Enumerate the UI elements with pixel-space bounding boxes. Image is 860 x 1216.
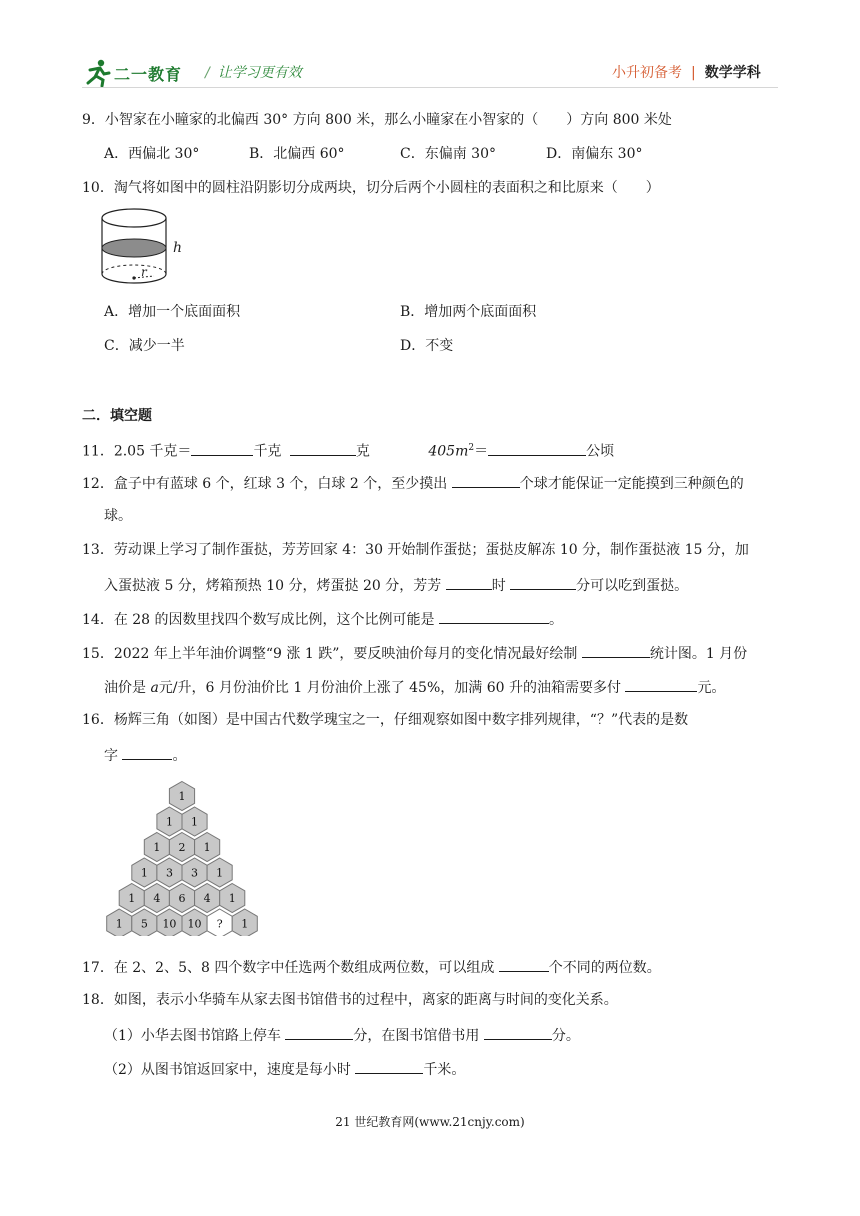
answer-blank[interactable] (488, 441, 586, 456)
cell-value: 10 (162, 917, 177, 931)
q18-text-1: （1）小华去图书馆路上停车 (104, 1028, 281, 1044)
height-label: h (173, 240, 183, 256)
question-10-option-a: A．增加一个底面面积 (104, 304, 241, 320)
cell-value: 3 (191, 866, 199, 880)
triangle-cell (207, 909, 232, 936)
triangle-cell (169, 884, 194, 913)
yanghui-triangle-figure (100, 776, 270, 936)
cell-value: 1 (191, 815, 199, 829)
q17-text-1: 17．在 2、2、5、8 四个数字中任选两个数组成两位数，可以组成 (82, 960, 495, 976)
q14-text-2: 。 (548, 612, 563, 628)
answer-blank[interactable] (582, 643, 650, 658)
q11-superscript: 2 (468, 443, 475, 453)
question-10-option-c: C．减少一半 (104, 338, 185, 354)
answer-blank[interactable] (355, 1059, 423, 1074)
triangle-cell (182, 858, 207, 887)
answer-blank[interactable] (285, 1025, 353, 1040)
question-16-line-1: 16．杨辉三角（如图）是中国古代数学瑰宝之一，仔细观察如图中数字排列规律，“？”代表的是数 (82, 712, 689, 728)
brand-logo (82, 58, 192, 88)
q11-text-5: ＝ (474, 443, 489, 460)
cylinder-figure (96, 204, 186, 288)
triangle-cell (157, 858, 182, 887)
triangle-cell (169, 782, 194, 811)
answer-blank[interactable] (484, 1025, 552, 1040)
cell-value: 1 (241, 917, 249, 931)
triangle-cell (132, 858, 157, 887)
triangle-cell (157, 807, 182, 836)
cell-value: 10 (187, 917, 202, 931)
q15-text-2: 统计图。1 月份 (649, 646, 748, 662)
q15-text-4: 元/升，6 月份油价比 1 月份油价上涨了 45%，加满 60 升的油箱需要多付 (158, 680, 621, 696)
q15-text-3: 油价是 (104, 680, 146, 696)
answer-blank[interactable] (625, 677, 697, 692)
triangle-cell (157, 909, 182, 936)
answer-blank[interactable] (510, 575, 576, 590)
page-footer: 21 世纪教育网(www.21cnjy.com) (335, 1115, 525, 1129)
cell-value: 1 (216, 866, 224, 880)
q18-text-5: 千米。 (423, 1062, 466, 1078)
triangle-cell (220, 884, 245, 913)
q11-text-3: 克 (355, 443, 370, 460)
q13-text-2: 时 (491, 578, 506, 594)
triangle-cell (132, 909, 157, 936)
answer-blank[interactable] (122, 745, 172, 760)
question-12-line-1 (82, 473, 744, 493)
answer-blank[interactable] (290, 441, 356, 456)
cell-value: 1 (153, 841, 161, 854)
question-13-line-1: 13．劳动课上学习了制作蛋挞，芳芳回家 4：30 开始制作蛋挞；蛋挞皮解冻 10 分，制作蛋挞液 15 分，加 (82, 542, 749, 558)
question-18-sub-1 (104, 1025, 580, 1045)
answer-blank[interactable] (499, 957, 549, 972)
triangle-cell (195, 833, 220, 862)
question-10-stem: 10．淘气将如图中的圆柱沿阴影切分成两块，切分后两个小圆柱的表面积之和比原来（ ） (82, 180, 660, 196)
q12-text-2: 个球才能保证一定能摸到三种颜色的 (519, 476, 744, 492)
header-divider (82, 87, 778, 88)
question-18-sub-2 (104, 1059, 465, 1079)
runner-icon (82, 58, 112, 88)
triangle-cell (144, 833, 169, 862)
question-9-option-d: D．南偏东 30° (546, 146, 643, 162)
question-17 (82, 957, 661, 977)
cell-value: ? (216, 917, 223, 931)
question-11 (82, 439, 614, 461)
q15-variable: a (150, 680, 159, 696)
radius-label: r (141, 265, 147, 279)
cell-value: 3 (165, 866, 173, 880)
answer-blank[interactable] (439, 609, 549, 624)
q11-text-6: 公顷 (586, 443, 615, 460)
cell-value: 1 (178, 790, 186, 803)
triangle-cell (107, 909, 132, 936)
q14-text-1: 14．在 28 的因数里找四个数写成比例，这个比例可能是 (82, 612, 435, 628)
q17-text-2: 个不同的两位数。 (548, 960, 661, 976)
question-10-option-b: B．增加两个底面面积 (400, 304, 537, 320)
cell-value: 6 (178, 892, 186, 905)
header-category: 小升初备考 (612, 65, 682, 81)
answer-blank[interactable] (446, 575, 492, 590)
triangle-cell (195, 884, 220, 913)
q13-text-1: 入蛋挞液 5 分，烤箱预热 10 分，烤蛋挞 20 分，芳芳 (104, 578, 442, 594)
question-16-line-2 (104, 745, 186, 765)
q16-text-2: 。 (172, 748, 187, 764)
triangle-cell (169, 833, 194, 862)
header-subject: 数学学科 (704, 65, 761, 81)
question-15-line-2 (104, 677, 725, 697)
cell-value: 2 (178, 841, 186, 854)
question-9-option-a: A．西偏北 30° (104, 146, 200, 162)
question-12-line-2: 球。 (104, 508, 132, 524)
logo-text: 二一教育 (114, 65, 183, 84)
answer-blank[interactable] (191, 441, 253, 456)
triangle-cell (182, 909, 207, 936)
question-9-option-c: C．东偏南 30° (400, 146, 496, 162)
cell-value: 1 (128, 892, 136, 905)
answer-blank[interactable] (452, 473, 520, 488)
triangle-cell (207, 858, 232, 887)
header-slogan: / 让学习更有效 (205, 65, 302, 81)
q11-text-4: 405m (428, 443, 469, 460)
question-15-line-1 (82, 643, 747, 663)
cell-value: 4 (153, 892, 161, 905)
q11-text-2: 千克 (253, 443, 282, 460)
cell-value: 1 (203, 841, 211, 854)
q15-text-1: 15．2022 年上半年油价调整“9 涨 1 跌”，要反映油价每月的变化情况最好绘制 (82, 646, 578, 662)
cell-value: 1 (140, 866, 148, 880)
q18-text-3: 分。 (551, 1028, 580, 1044)
cell-value: 1 (228, 892, 236, 905)
question-9-option-b: B．北偏西 60° (249, 146, 345, 162)
cell-value: 1 (115, 917, 123, 931)
cell-value: 5 (140, 917, 148, 931)
question-9-stem: 9．小智家在小瞳家的北偏西 30° 方向 800 米，那么小瞳家在小智家的（ ）方向 800 米处 (82, 112, 672, 128)
q15-text-5: 元。 (697, 680, 726, 696)
question-10-option-d: D．不变 (400, 338, 454, 354)
question-14 (82, 609, 563, 629)
triangle-cell (232, 909, 257, 936)
q18-text-2: 分，在图书馆借书用 (353, 1028, 480, 1044)
slogan-text: 让学习更有效 (217, 65, 302, 81)
cell-value: 4 (203, 892, 211, 905)
q11-text-1: 11．2.05 千克＝ (82, 443, 192, 460)
triangle-cell (182, 807, 207, 836)
q16-text-1: 字 (104, 748, 118, 764)
question-18-stem: 18．如图，表示小华骑车从家去图书馆借书的过程中，离家的距离与时间的变化关系。 (82, 992, 618, 1008)
q18-text-4: （2）从图书馆返回家中，速度是每小时 (104, 1062, 351, 1078)
header-meta: 小升初备考 | 数学学科 (612, 65, 761, 81)
q13-text-3: 分可以吃到蛋挞。 (576, 578, 689, 594)
triangle-cell (144, 884, 169, 913)
cell-value: 1 (165, 815, 173, 829)
triangle-cell (119, 884, 144, 913)
question-13-line-2 (104, 575, 688, 595)
section-title-fill-in: 二．填空题 (82, 408, 152, 424)
q12-text-1: 12．盒子中有蓝球 6 个，红球 3 个，白球 2 个，至少摸出 (82, 476, 448, 492)
